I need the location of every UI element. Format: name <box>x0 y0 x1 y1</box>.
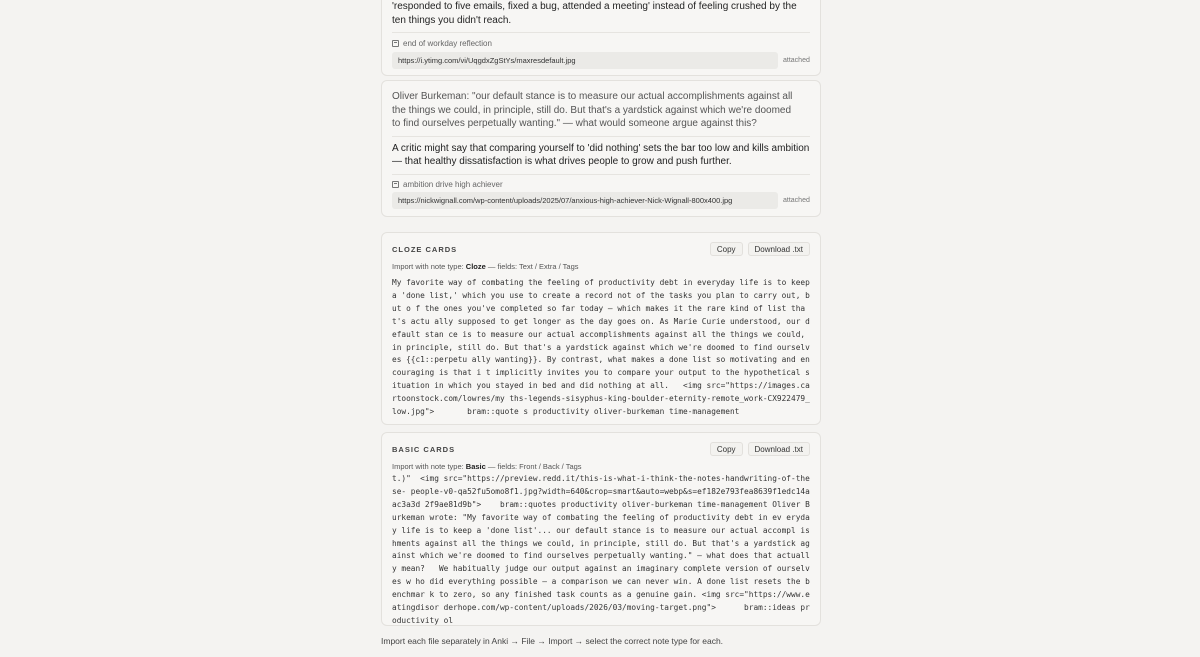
deck-actions <box>710 242 810 256</box>
image-url-row <box>382 192 820 210</box>
deck-export-text[interactable]: My favorite way of combating the feeling of productivity debt in everyday life is to keep a 'done list,' which you use to create a record not of the tasks you plan to carry out, but o f the ones you've completed so far today — which makes it the rare kind of list that's actu ally supposed to get longer as the day goes on. As Marie Curie understood, our default stan ce is to measure our actual accomplishments against all the things we could, in principle, still do. But that's a yardstick against which we're doomed to find ourselves {{c1::perpetu ally wanting}}. By contrast, what makes a done list so motivating and encouraging is that i t implicitly invites you to compare your output to the hypothetical situation in which you stayed in bed and did nothing at all. <img src="https://images.cartoonstock.com/lowres/my ths-legends-sisyphus-king-boulder-eternity-remote_work-CX922479_low.jpg"> bram::quote s productivity oliver-burkeman time-management <box>392 278 815 417</box>
note-fields: — fields: Front / Back / Tags <box>487 462 582 471</box>
image-icon <box>392 181 399 188</box>
copy-button[interactable]: Copy <box>710 442 743 456</box>
import-instructions <box>392 462 582 471</box>
note-type-name: Cloze <box>465 262 486 271</box>
image-caption <box>382 37 820 49</box>
download-button[interactable]: Download .txt <box>748 442 810 456</box>
deck-title: CLOZE CARDS <box>392 245 458 254</box>
copy-button[interactable]: Copy <box>710 242 743 256</box>
attached-label: attached <box>783 56 810 64</box>
card-question: Oliver Burkeman: "our default stance is to measure our actual accomplishments against all the things we could, in principle, still do. But that's a yardstick against which we're doomed to find ourselves perpetually wanting." — what would someone argue against this? <box>392 91 793 129</box>
image-caption-text: end of workday reflection <box>403 38 492 48</box>
basic-deck-panel <box>381 432 821 626</box>
card-answer: 'responded to five emails, fixed a bug, attended a meeting' instead of feeling crushed by the ten things you didn't reach. <box>392 1 797 26</box>
deck-title: BASIC CARDS <box>392 445 456 454</box>
image-caption-text: ambition drive high achiever <box>403 180 503 189</box>
image-icon <box>392 40 399 47</box>
download-button[interactable]: Download .txt <box>748 242 810 256</box>
critic-card <box>381 80 821 217</box>
note-type-name: Basic <box>465 462 486 471</box>
deck-actions <box>710 442 810 456</box>
deck-export-text[interactable]: t.)" <img src="https://preview.redd.it/this-is-what-i-think-the-notes-handwriting-of-these- people-v0-qa52fu5omo8f1.jpg?width=640&crop=smart&auto=webp&s=ef182e793fea8639f1edc14aac3a3d 2f9ae81d9b"> bram::quotes productivity oliver-burkeman time-management Oliver Burkeman wrote: "My favorite way of combating the feeling of productivity debt in ev eryday life is to keep a 'done list'... our default stance is to measure our actual accompl ishments against all the things we could, in principle, still do. But that's a yardstick ag ainst which we're doomed to find ourselves perpetually wanting." — what does that actually mean? We habitually judge our output against an imaginary complete version of ourselves w ho did everything possible — a comparison we can never win. A done list resets the benchmar k to zero, so any finished task counts as a genuine gain. <img src="https://www.eatingdisor derhope.com/wp-content/uploads/2026/03/moving-target.png"> bram::ideas productivity ol <box>392 474 815 625</box>
import-prefix: Import with note type: <box>392 262 464 271</box>
import-instructions <box>392 262 579 271</box>
image-url-field[interactable]: https://nickwignall.com/wp-content/uploads/2025/07/anxious-high-achiever-Nick-Wignall-800x400.jpg <box>392 192 778 209</box>
note-fields: — fields: Text / Extra / Tags <box>487 262 579 271</box>
card-divider <box>392 174 810 175</box>
reflection-card <box>381 0 821 76</box>
import-footer-note: Import each file separately in Anki → File → Import → select the correct note type for each. <box>381 636 724 646</box>
cloze-deck-panel <box>381 232 821 425</box>
image-url-field[interactable]: https://i.ytimg.com/vi/UqgdxZgStYs/maxresdefault.jpg <box>392 52 778 69</box>
attached-label: attached <box>783 197 810 204</box>
import-prefix: Import with note type: <box>392 462 464 471</box>
image-caption <box>382 179 820 191</box>
card-answer: A critic might say that comparing yourself to 'did nothing' sets the bar too low and kills ambition — that healthy dissatisfaction is what drives people to grow and push further. <box>392 142 810 167</box>
card-divider <box>392 32 810 33</box>
image-url-row <box>382 51 820 69</box>
